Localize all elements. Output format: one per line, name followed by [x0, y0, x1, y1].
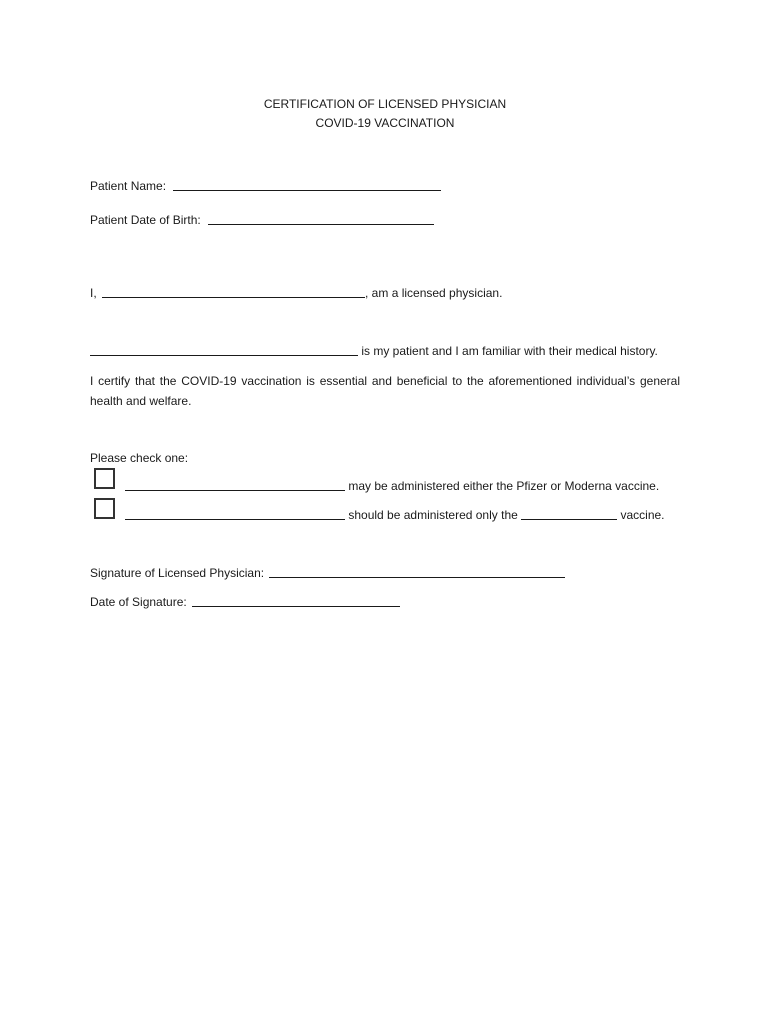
option-1-checkbox[interactable] — [94, 468, 115, 489]
signature-row — [90, 565, 565, 581]
patient-name-row — [90, 178, 441, 194]
option-1-row — [125, 478, 659, 494]
certify-paragraph: I certify that the COVID-19 vaccination is essential and beneficial to the aforementioned individual’s general health and welfare. — [90, 374, 680, 408]
signature-label: Signature of Licensed Physician: — [90, 566, 265, 580]
patient-dob-row — [90, 212, 434, 228]
vaccine-name-field[interactable] — [521, 507, 617, 520]
signature-field[interactable] — [269, 565, 565, 578]
patient-dob-label: Patient Date of Birth: — [90, 213, 201, 227]
patient-familiar-field[interactable] — [90, 343, 358, 356]
patient-dob-field[interactable] — [208, 212, 434, 225]
title-line-1: CERTIFICATION OF LICENSED PHYSICIAN — [263, 97, 507, 111]
title-line-2: COVID-19 VACCINATION — [315, 116, 455, 130]
date-field[interactable] — [192, 594, 400, 607]
option-2-checkbox[interactable] — [94, 498, 115, 519]
option-2-name-field[interactable] — [125, 507, 345, 520]
option-2-text-a: should be administered only the — [348, 508, 518, 522]
physician-statement-row — [90, 285, 502, 301]
date-row — [90, 594, 400, 610]
patient-statement-row — [90, 343, 658, 359]
option-1-name-field[interactable] — [125, 478, 345, 491]
option-2-text-b: vaccine. — [620, 508, 665, 522]
check-prompt: Please check one: — [90, 451, 189, 465]
patient-statement-suffix: is my patient and I am familiar with their medical history. — [361, 344, 658, 358]
physician-statement-prefix: I, — [90, 286, 97, 300]
patient-name-label: Patient Name: — [90, 179, 167, 193]
patient-name-field[interactable] — [173, 178, 441, 191]
option-2-row — [125, 507, 665, 523]
document-title — [0, 95, 770, 133]
option-1-text: may be administered either the Pfizer or Moderna vaccine. — [348, 479, 660, 493]
date-label: Date of Signature: — [90, 595, 187, 609]
physician-statement-suffix: , am a licensed physician. — [365, 286, 503, 300]
physician-name-field[interactable] — [102, 285, 365, 298]
